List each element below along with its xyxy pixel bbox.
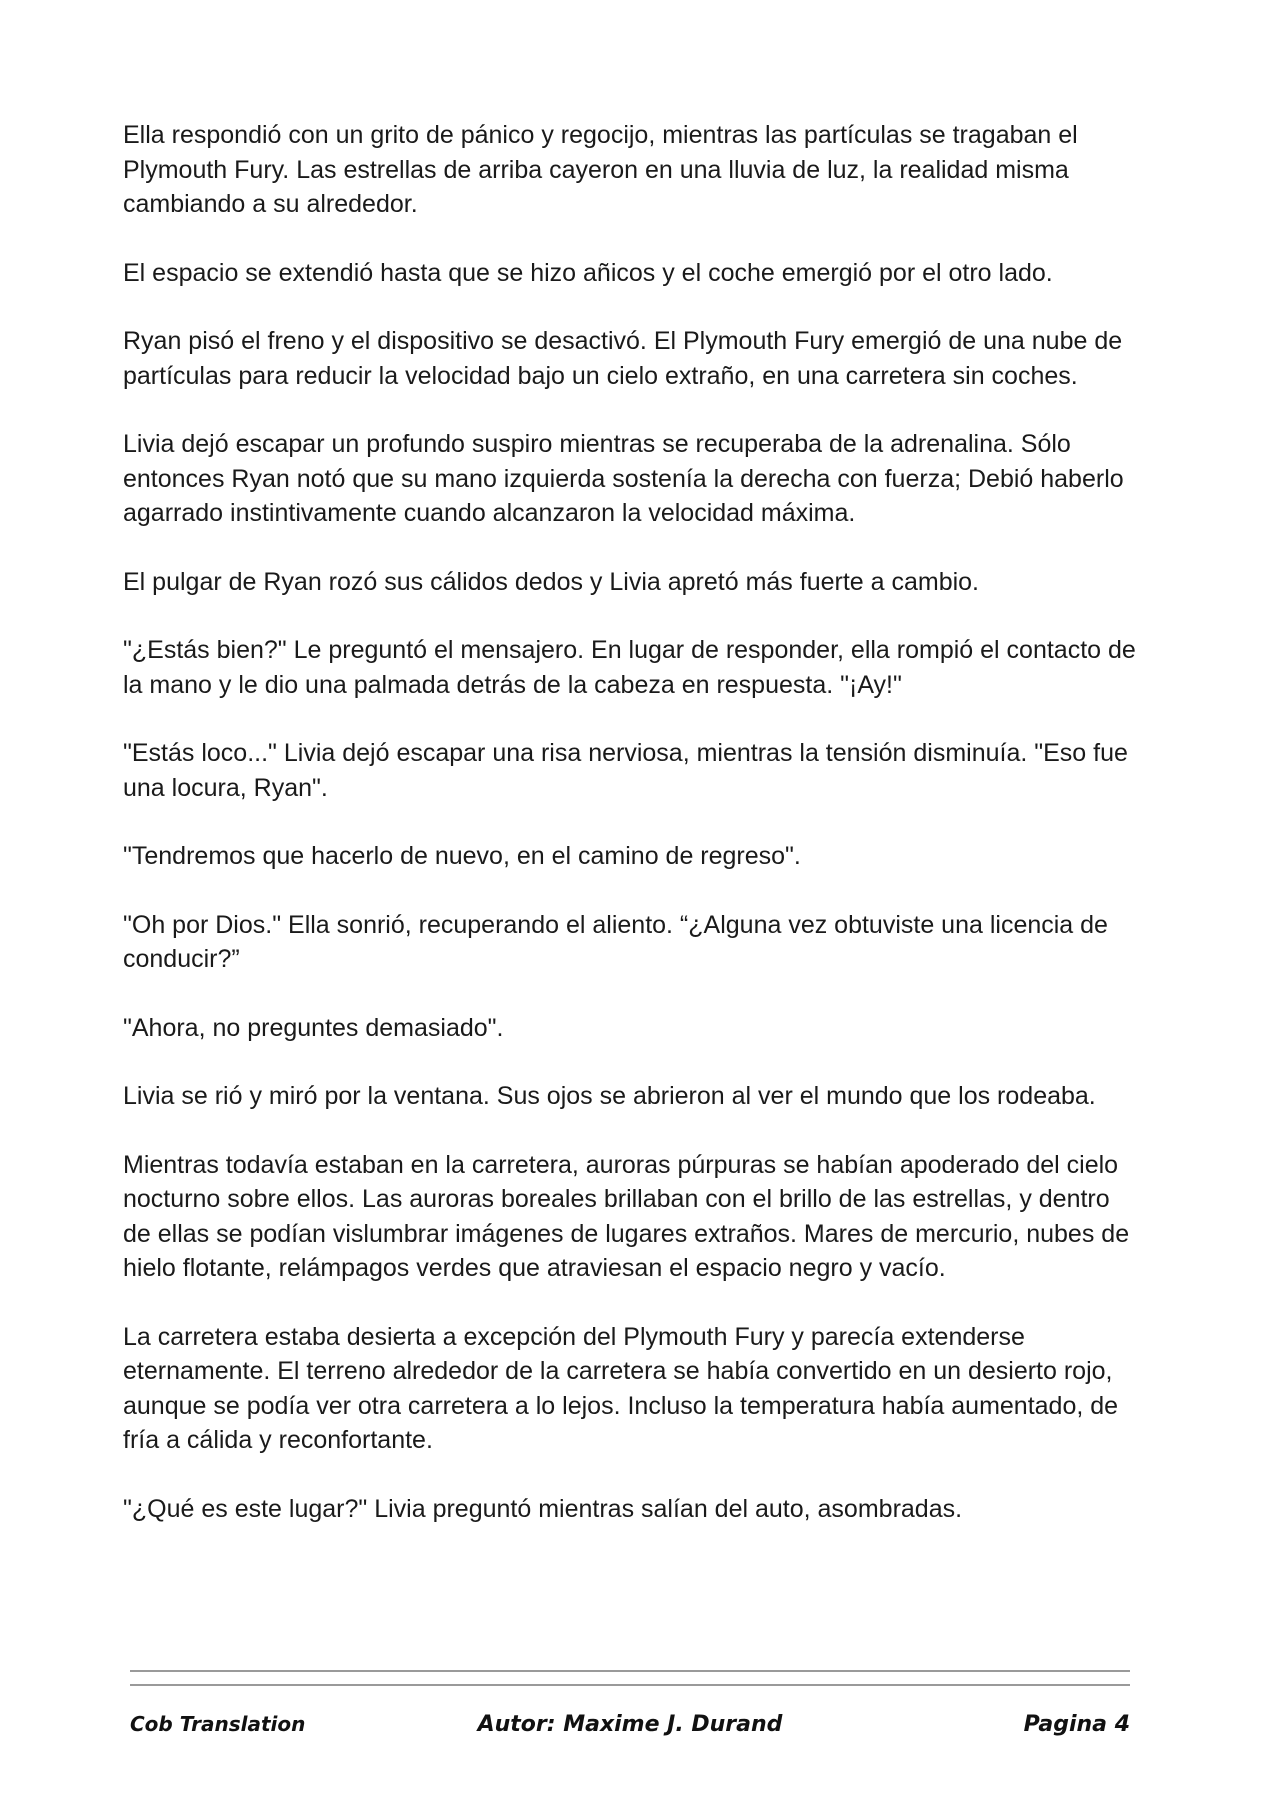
page-footer: [130, 1712, 1130, 1752]
paragraph-6: "¿Estás bien?" Le preguntó el mensajero. En lugar de responder, ella rompió el contacto de la mano y le dio una palmada detrás de la cabeza en respuesta. "¡Ay!": [123, 636, 1136, 699]
paragraph-5: El pulgar de Ryan rozó sus cálidos dedos y Livia apretó más fuerte a cambio.: [123, 567, 980, 596]
paragraph-9: "Oh por Dios." Ella sonrió, recuperando el aliento. “¿Alguna vez obtuviste una licencia de conducir?”: [123, 910, 1108, 973]
footer-rule-top: [130, 1670, 1130, 1672]
footer-rule-bottom: [130, 1684, 1130, 1686]
footer-rules: [130, 1670, 1130, 1698]
paragraph-12: Mientras todavía estaban en la carretera, auroras púrpuras se habían apoderado del cielo nocturno sobre ellos. Las auroras boreales brillaban con el brillo de las estrellas, y dentro de ellas se podían vislumbrar imágenes de lugares extraños. Mares de mercurio, nubes de hielo flotante, relámpagos verdes que atraviesan el espacio negro y vacío.: [123, 1150, 1130, 1282]
paragraph-11: Livia se rió y miró por la ventana. Sus ojos se abrieron al ver el mundo que los rodeaba.: [123, 1082, 1096, 1110]
paragraph-14: "¿Qué es este lugar?" Livia preguntó mientras salían del auto, asombradas.: [123, 1494, 963, 1523]
paragraph-10: "Ahora, no preguntes demasiado".: [123, 1013, 504, 1042]
paragraph-7: "Estás loco..." Livia dejó escapar una risa nerviosa, mientras la tensión disminuía. "Eso fue una locura, Ryan".: [123, 739, 1128, 802]
footer-page-number: Pagina 4: [1023, 1712, 1130, 1737]
paragraph-2: El espacio se extendió hasta que se hizo añicos y el coche emergió por el otro lado.: [123, 258, 1053, 287]
paragraph-1: Ella respondió con un grito de pánico y regocijo, mientras las partículas se tragaban el Plymouth Fury. Las estrellas de arriba cayeron en una lluvia de luz, la realidad misma cambiando a su alrededor.: [123, 121, 1078, 218]
body-text: [123, 118, 1143, 1560]
footer-translator: Cob Translation: [130, 1712, 306, 1736]
paragraph-8: "Tendremos que hacerlo de nuevo, en el camino de regreso".: [123, 842, 801, 870]
paragraph-4: Livia dejó escapar un profundo suspiro mientras se recuperaba de la adrenalina. Sólo entonces Ryan notó que su mano izquierda sostenía la derecha con fuerza; Debió haberlo agarrado instintivamente cuando alcanzaron la velocidad máxima.: [123, 430, 1124, 527]
paragraph-13: La carretera estaba desierta a excepción del Plymouth Fury y parecía extenderse eternamente. El terreno alrededor de la carretera se había convertido en un desierto rojo, aunque se podía ver otra carretera a lo lejos. Incluso la temperatura había aumentado, de fría a cálida y reconfortante.: [123, 1322, 1119, 1454]
footer-author: Autor: Maxime J. Durand: [477, 1712, 783, 1737]
paragraph-3: Ryan pisó el freno y el dispositivo se desactivó. El Plymouth Fury emergió de una nube de partículas para reducir la velocidad bajo un cielo extraño, en una carretera sin coches.: [123, 327, 1123, 390]
